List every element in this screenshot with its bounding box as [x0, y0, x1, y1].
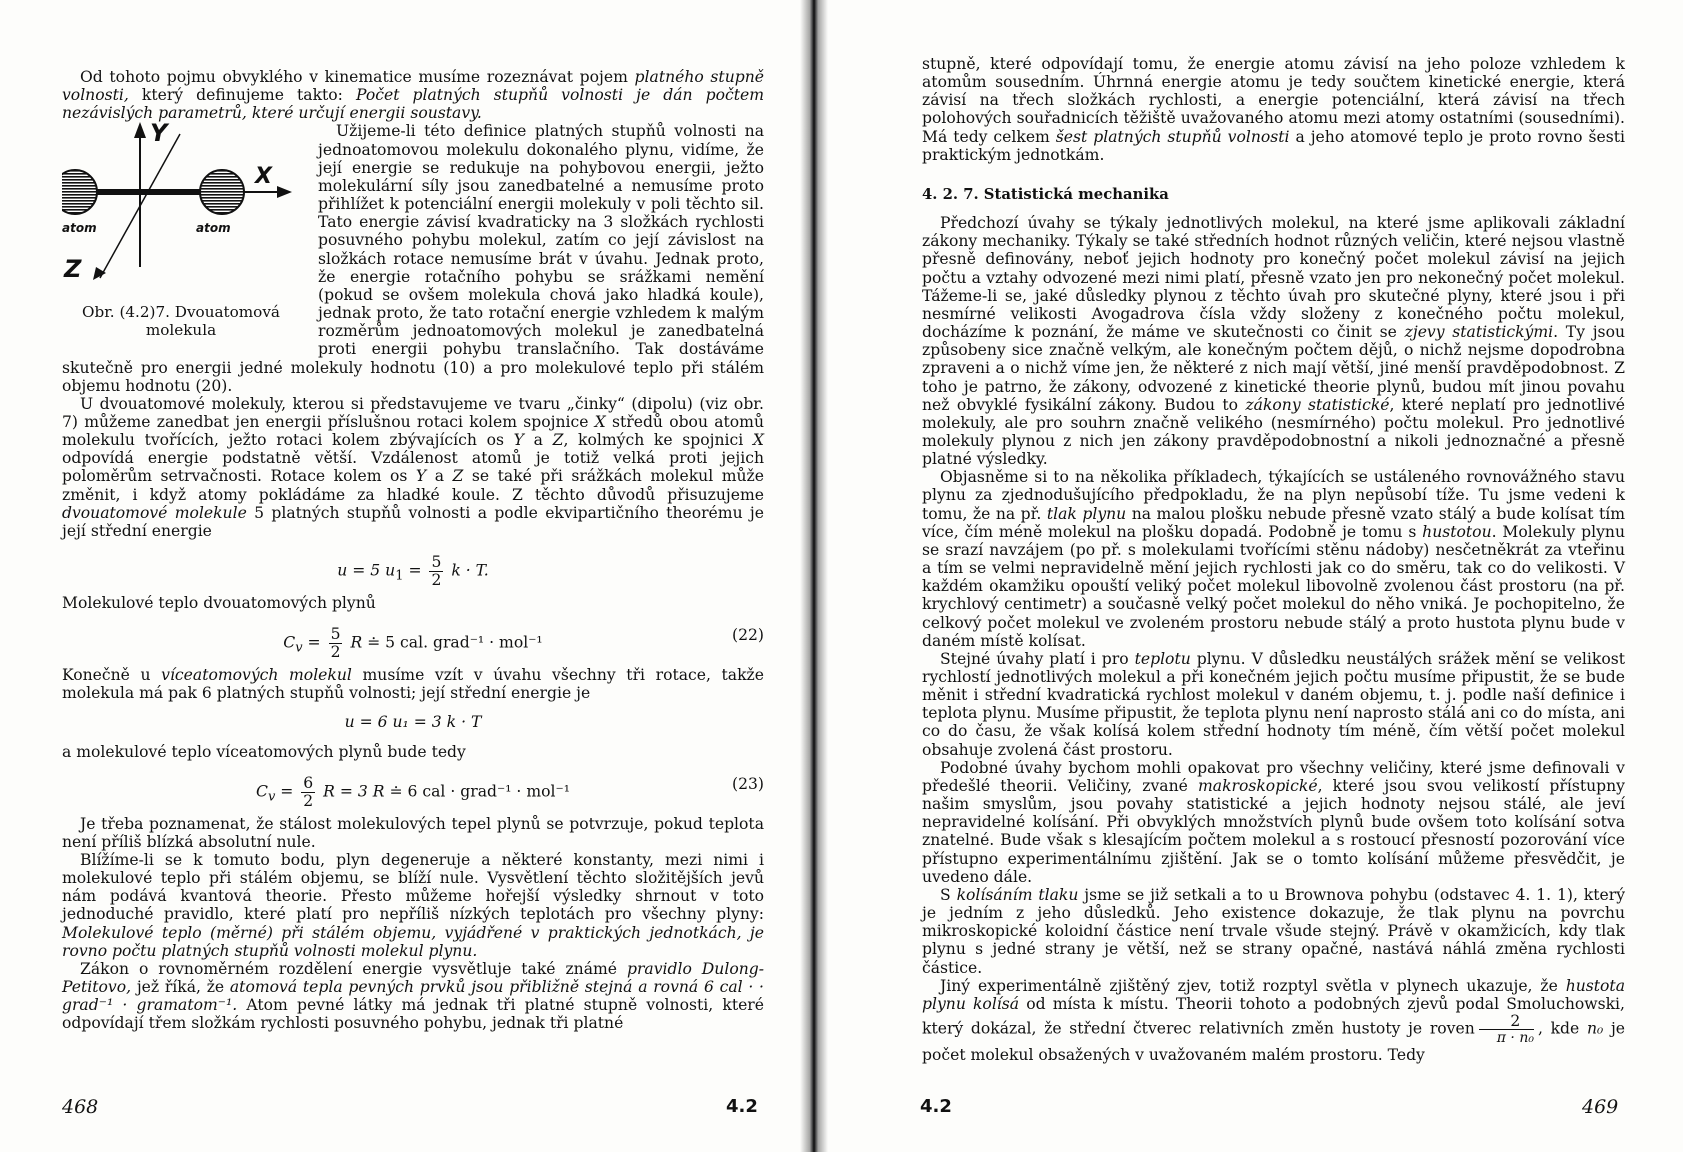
page-number-left: 468	[62, 1096, 99, 1118]
left-para-3: U dvouatomové molekuly, kterou si představujeme ve tvaru „činky“ (dipolu) (viz obr. 7) můžeme zanedbat jen energii příslušnou rotaci kolem spojnice X středů obou atomů molekulu tvořících, ježto rotaci kolem zbývajících os Y a Z, kolmých ke spojnici X odpovídá energie podstatně větší. Vzdálenost atomů je totiž velká proti jejich poloměrům setrvačnosti. Rotace kolem os Y a Z se také při srážkách molekul může změnit, i když atomy pokládáme za hladké koule. Z těchto důvodů přisuzujeme dvouatomové molekule 5 platných stupňů volnosti a podle ekvipartičního theorému je její střední energie	[62, 394, 764, 540]
book-gutter	[800, 0, 828, 1152]
right-para-7: Jiný experimentálně zjištěný zjev, totiž rozptyl světla v plynech ukazuje, že hustota plynu kolísá od místa k místu. Theorii tohoto a podobných zjevů podal Smoluchowski, který dokázal, že střední čtverec relativních změn hustoty je roven $\frac{2}{\text{π · n₀}}$ , kde n₀ je počet molekul obsažených v uvažovaném malém prostoru. Tedy	[922, 976, 1626, 1064]
left-page-text	[62, 68, 764, 1033]
right-para-2: Předchozí úvahy se týkaly jednotlivých molekul, na které jsme aplikovali základní zákony mechaniky. Týkaly se také středních hodnot různých veličin, které nejsou vlastně přesně definovány, neboť jejich hodnoty pro konečný počet molekul závisí na jejich počtu a vztahy odvozené mezi nimi platí, přesně vzato jen pro nekonečný počet molekul. Tážeme-li se, jaké důsledky plynou z těchto úvah pro skutečné plyny, které jsou i při nesmírné velikosti Avogadrova čísla vždy složeny z konečného počtu molekul, docházíme k poznání, že máme ve skutečnosti co činit se zjevy statistickými. Ty jsou způsobeny sice značně velkým, ale konečným počtem dějů, o nichž nejsme dopodrobna zpraveni a o nichž víme jen, že některé z nich mají větší, jiné menší pravděpodobnost. Z toho je patrno, že zákony, odvozené z kinetické theorie plynů, budou mít jinou povahu než obvyklé fysikální zákony. Budou to zákony statistické, které neplatí pro jednotlivé molekuly, ale pro souhrn značně velikého (nesmírného) počtu molekul. Pro jednotlivé molekuly plynou z nich jen zákony pravděpodobnostní a nikoli jednoznačné a přesně platné výsledky.	[922, 214, 1625, 469]
axis-y-arrow	[134, 122, 146, 138]
equation-23: $C_v$ = $\frac{6}{2}$ R = 3 R ≐ 6 cal · grad⁻¹ · mol⁻¹ (23)	[256, 773, 764, 810]
page-number-right: 469	[1582, 1096, 1619, 1118]
section-mark-left: 4.2	[726, 1096, 758, 1117]
axis-z-arrow	[93, 267, 106, 280]
left-atom-label: atom	[62, 221, 97, 236]
left-para-5: Konečně u víceatomových molekul musíme vzít v úvahu všechny tři rotace, takže molekula má pak 6 platných stupňů volnosti; její střední energie je	[62, 666, 764, 703]
equation-number-22: (22)	[731, 626, 764, 645]
left-para-6: a molekulové teplo víceatomových plynů bude tedy	[62, 742, 466, 761]
axis-z-label: Z	[64, 255, 82, 284]
axis-y-label: Y	[150, 119, 168, 148]
left-para-1: Od tohoto pojmu obvyklého v kinematice musíme rozeznávat pojem platného stupně volnosti, který definujeme takto: Počet platných stupňů volnosti je dán počtem nezávislých parametrů, které určují energii soustavy.	[62, 68, 764, 123]
right-page	[812, 0, 1683, 1152]
left-para-8: Blížíme-li se k tomuto bodu, plyn degeneruje a některé konstanty, mezi nimi i molekulové teplo při stálém objemu, se blíží nule. Vysvětlení těchto složitějších jevů nám podává kvantová theorie. Přesto můžeme hořejší výsledky shrnout v toto jednoduché pravidlo, které platí pro nepříliš nízkých teplotách pro všechny plyny: Molekulové teplo (měrné) při stálém objemu, vyjádřené v praktických jednotkách, je rovno počtu platných stupňů volnosti molekul plynu.	[62, 851, 764, 960]
equation-mean-energy-polyatomic: u = 6 u₁ = 3 k · T	[344, 712, 482, 731]
right-page-text	[922, 55, 1625, 1064]
section-heading: 4. 2. 7. Statistická mechanika	[922, 185, 1169, 203]
fraction-density: $\frac{2}{\text{π · n₀}}$	[1479, 1013, 1534, 1046]
left-para-2: Užijeme-li této definice platných stupňů volnosti na jednoatomovou molekulu dokonalého plynu, vidíme, že její energie se redukuje na pohybovou energii, ježto molekulární síly jsou zanedbatelné a nemusíme proto přihlížet k potenciální energii molekuly v poli těchto sil. Tato energie závisí kvadraticky na 3 složkách rychlosti posuvného pohybu molekul, zatím co její závislost na složkách rotace nemusíme brát v úvahu. Jednak proto, že energie rotačního pohybu se srážkami nemění (pokud se ovšem molekula chová jako hladká koule), jednak proto, že tato rotační energie vzhledem k malým rozměrům jednoatomových molekul je zanedbatelná proti energii pohybu translačního. Tak dostáváme skutečně pro energii jedné molekuly hodnotu (10) a pro molekulové teplo při stálém objemu hodnotu (20).	[62, 122, 764, 395]
equation-22: $C_v$ = $\frac{5}{2}$ R ≐ 5 cal. grad⁻¹ · mol⁻¹ (22)	[283, 625, 764, 662]
right-para-1: stupně, které odpovídají tomu, že energie atomu závisí na jeho poloze vzhledem k atomům sousedním. Úhrnná energie atomu je tedy součtem kinetické energie, která závisí na třech složkách rychlosti, a energie potenciální, která závisí na třech polohových souřadnicích těžiště uvažovaného atomu mezi atomy ostatními (sousedními). Má tedy celkem šest platných stupňů volnosti a jeho atomové teplo je proto rovno šesti praktickým jednotkám.	[922, 55, 1625, 164]
axis-x-label: X	[255, 164, 272, 190]
right-para-4: Stejné úvahy platí i pro teplotu plynu. V důsledku neustálých srážek mění se velikost rychlostí jednotlivých molekul a při konečném jejich počtu musíme připustit, že se bude měnit i střední kvadratická rychlost molekul v daném objemu, t. j. podle naší definice i teplota plynu. Musíme připustit, že teplota plynu není naprosto stálá ani co do místa, ani co do času, že však kolísá kolem střední hodnoty tím méně, čím větší počet molekul obsahuje zvolená část prostoru.	[922, 649, 1626, 759]
right-atom-circle	[200, 170, 244, 214]
left-atom-circle	[62, 170, 97, 214]
axis-x-arrow	[277, 186, 292, 198]
left-para-4: Molekulové teplo dvouatomových plynů	[62, 594, 376, 613]
left-para-9: Zákon o rovnoměrném rozdělení energie vysvětluje také známé pravidlo Dulong-Petitovo, jež říká, že atomová tepla pevných prvků jsou přibližně stejná a rovná 6 cal · · grad⁻¹ · gramatom⁻¹. Atom pevné látky má jednak tři platné stupně volnosti, které odpovídají třem složkám rychlosti posuvného pohybu, jednak tři platné	[62, 959, 765, 1033]
right-para-3: Objasněme si to na několika příkladech, týkajících se ustáleného rovnovážného stavu plynu za zjednodušujícího předpokladu, že na plyn nepůsobí tíže. Tu jsme vedeni k tomu, že na př. tlak plynu na malou plošku nebude přesně vzato stálý a bude kolísat tím více, čím méně molekul na plošku dopadá. Podobně je tomu s hustotou. Molekuly plynu se srazí navzájem (po př. s molekulami tvořícími stěnu nádoby) nesčetněkrát za vteřinu a tím se velmi nepravidelně mění jejich rychlosti jak co do směru, tak co do velikosti. V každém okamžiku opouští veliký počet molekul libovolně zvolenou část prostoru (na př. krychlový centimetr) a současně velký počet molekul do něho vniká. Je pochopitelno, že celkový počet molekul ve zvoleném prostoru nebude stálý a proto hustota plynu bude v daném místě kolísat.	[922, 468, 1625, 650]
left-para-7: Je třeba poznamenat, že stálost molekulových tepel plynů se potvrzuje, pokud teplota není příliš blízká absolutní nule.	[62, 814, 764, 851]
right-para-5: Podobné úvahy bychom mohli opakovat pro všechny veličiny, které jsme definovali v předešlé theorii. Veličiny, zvané makroskopické, které jsou svou velikostí přístupny našim smyslům, jsou povahy statistické a jejich hodnoty nejsou stálé, ale jeví nepravidelné kolísání. Při obvyklých množstvích plynů bude ovšem toto kolísání sotva znatelné. Bude však s klesajícím počtem molekul a s rostoucí přesností pozorování více přístupno experimentálnímu zjištění. Jak se o tomto kolísání můžeme přesvědčit, je uvedeno dále.	[922, 758, 1625, 886]
equation-mean-energy-diatomic: u = 5 $u_1$ = $\frac{5}{2}$ k · T.	[337, 553, 489, 590]
figure-diatomic-molecule	[62, 119, 300, 346]
section-mark-right: 4.2	[920, 1096, 952, 1117]
diatomic-molecule-diagram	[62, 119, 300, 302]
right-para-6: S kolísáním tlaku jsme se již setkali a to u Brownova pohybu (odstavec 4. 1. 1), který je jedním z jeho důsledků. Jeho existence dokazuje, že tlak plynu na povrchu mikroskopické koloidní částice není trvale všude stejný. Právě v okamžicích, kdy tlak plynu s jedné strany je větší, než se strany opačné, nastává náhlá změna rychlosti částice.	[922, 885, 1626, 977]
right-atom-label: atom	[196, 221, 231, 236]
equation-number-23: (23)	[731, 774, 764, 793]
left-page	[0, 0, 812, 1152]
figure-caption: Obr. (4.2)7. Dvouatomová molekula	[82, 303, 280, 340]
